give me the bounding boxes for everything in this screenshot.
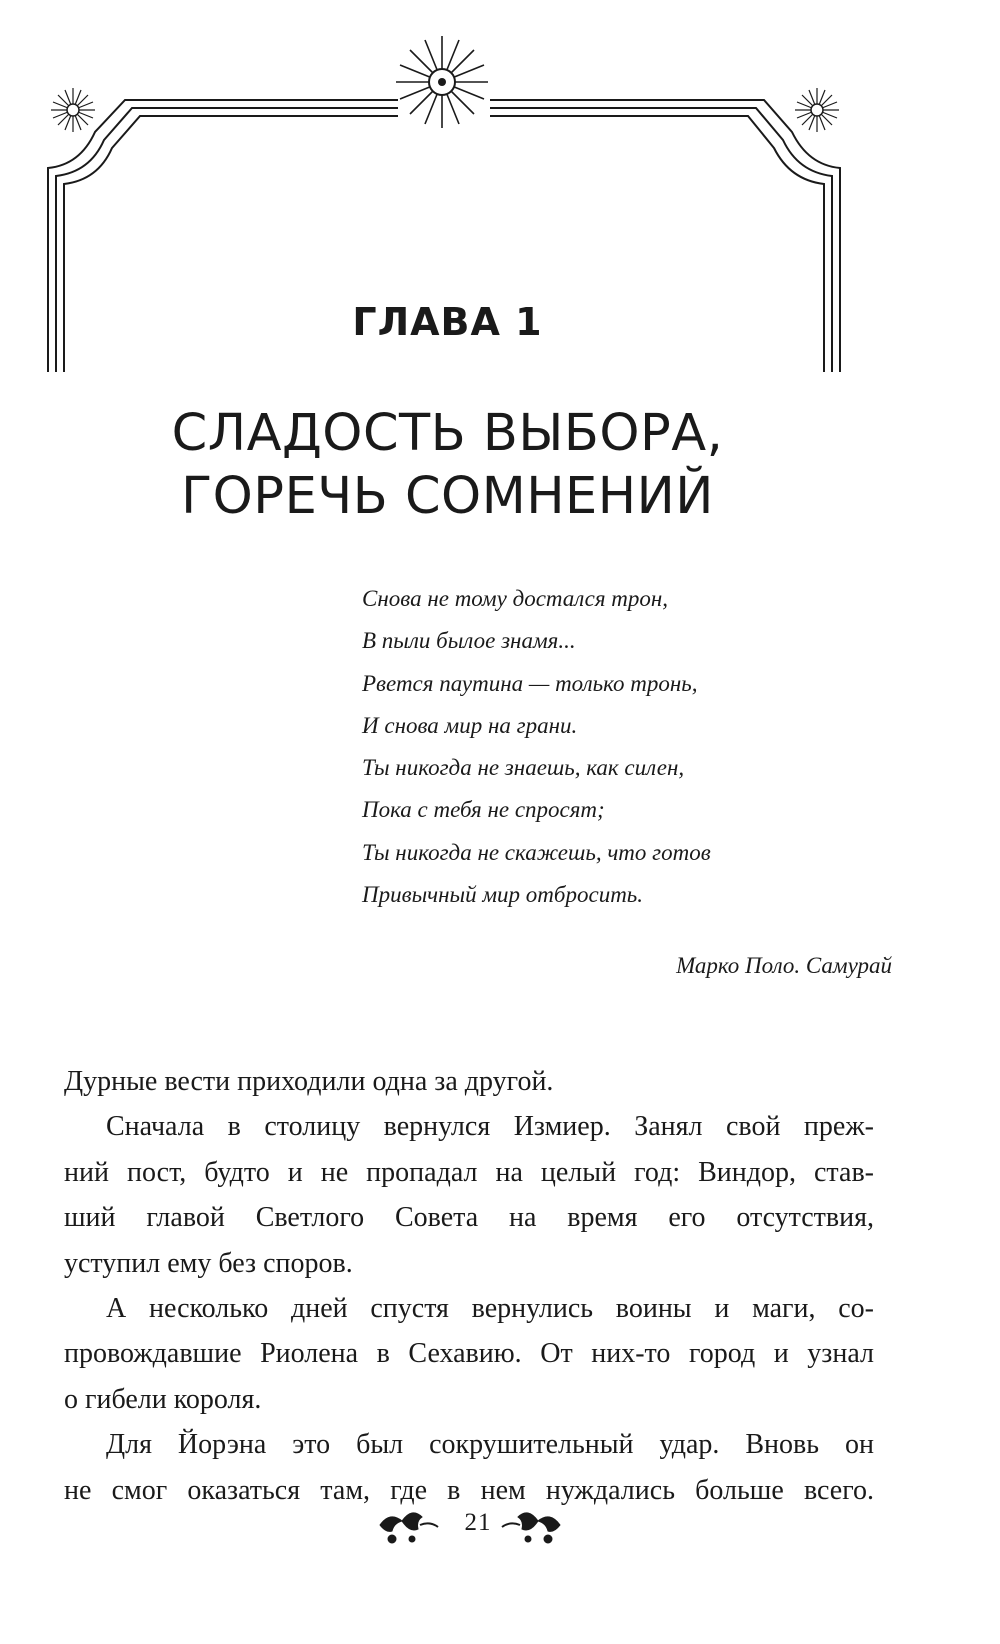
paragraph-line: ший главой Светлого Совета на время его отсутствия, (64, 1202, 874, 1234)
chapter-title-line: ГОРЕЧЬ СОМНЕНИЙ (181, 467, 714, 526)
right-flourish-icon (498, 1503, 568, 1549)
epigraph (362, 584, 892, 922)
body-text (64, 1059, 874, 1513)
epigraph-line: В пыли былое знамя... (362, 628, 576, 654)
left-flourish-icon (372, 1503, 442, 1549)
epigraph-line: И снова мир на грани. (362, 712, 578, 738)
epigraph-line: Пока с тебя не спросят; (362, 797, 605, 823)
paragraph-line: Для Йорэна это был сокрушительный удар. Вновь он (106, 1429, 874, 1461)
epigraph-line: Снова не тому достался трон, (362, 586, 669, 611)
epigraph-line: Ты никогда не знаешь, как силен, (362, 755, 685, 781)
page-number: 21 (464, 1509, 492, 1536)
paragraph-line: ний пост, будто и не пропадал на целый год: Виндор, став- (64, 1156, 874, 1188)
chapter-title-line: СЛАДОСТЬ ВЫБОРА, (171, 404, 724, 463)
epigraph-author: Марко Поло. Самурай (676, 953, 892, 978)
page-footer (0, 1503, 1000, 1549)
center-star-icon (396, 36, 488, 128)
paragraph-line: не смог оказаться там, где в нем нуждались больше всего. (64, 1474, 874, 1506)
paragraph-line: провождавшие Риолена в Сехавию. От них-то город и узнал (64, 1338, 874, 1370)
epigraph-line: Ты никогда не скажешь, что готов (362, 839, 711, 865)
paragraph-line: о гибели короля. (64, 1383, 262, 1415)
chapter-title (0, 402, 895, 528)
epigraph-line: Рвется паутина — только тронь, (362, 670, 698, 696)
paragraph-line: Сначала в столицу вернулся Измиер. Занял свой преж- (106, 1111, 874, 1143)
left-star-icon (51, 88, 95, 132)
epigraph-line: Привычный мир отбросить. (362, 882, 644, 908)
right-star-icon (795, 88, 839, 132)
paragraph-line: А несколько дней спустя вернулись воины и маги, со- (106, 1293, 874, 1325)
paragraph-line: Дурные вести приходили одна за другой. (64, 1066, 554, 1097)
chapter-label: ГЛАВА 1 (352, 300, 543, 344)
paragraph-line: уступил ему без споров. (64, 1247, 353, 1279)
